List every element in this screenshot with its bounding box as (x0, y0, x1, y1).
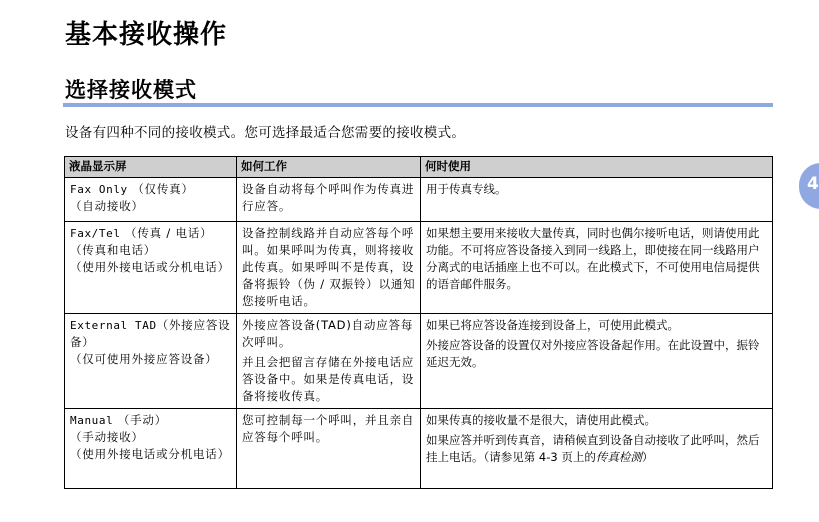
how-cell (237, 314, 421, 409)
when-text-main: 如果应答并听到传真音，请稍候直到设备自动接收了此呼叫，然后挂上电话。（请参见第 4-3 页上的 (426, 433, 760, 464)
receive-mode-table (64, 156, 773, 489)
mode-note: （仅可使用外接应答设备） (70, 352, 218, 366)
table-row (65, 178, 773, 222)
mode-cell (65, 314, 237, 409)
section-title: 选择接收模式 (65, 78, 197, 102)
when-text: 用于传真专线。 (426, 182, 507, 196)
page-title: 基本接收操作 (65, 20, 228, 50)
mode-note: （手动接收） (70, 430, 144, 444)
mode-note: （自动接收） (70, 199, 144, 213)
how-text: 您可控制每一个呼叫，并且亲自应答每个呼叫。 (242, 413, 415, 444)
when-text-tail: ） (641, 450, 654, 464)
when-cell (421, 314, 773, 409)
mode-cell (65, 178, 237, 222)
section-rule (63, 103, 773, 107)
header-how: 如何工作 (237, 157, 421, 178)
chapter-tab (799, 163, 819, 209)
mode-name: （外接应答设备） (70, 318, 231, 349)
header-when: 何时使用 (421, 157, 773, 178)
mode-cell (65, 222, 237, 314)
when-text: 如果传真的接收量不是很大，请使用此模式。 (426, 413, 656, 427)
mode-code: Fax Only (70, 183, 128, 196)
header-lcd: 液晶显示屏 (65, 157, 237, 178)
mode-note: （使用外接电话或分机电话） (70, 260, 230, 274)
mode-name: （仅传真） (132, 182, 194, 196)
table-row (65, 222, 773, 314)
how-text: 外接应答设备(TAD)自动应答每次呼叫。 (242, 318, 414, 349)
when-cell (421, 222, 773, 314)
mode-code: External TAD (70, 319, 157, 332)
table-row (65, 314, 773, 409)
mode-code: Fax/Tel (70, 227, 121, 240)
how-cell (237, 222, 421, 314)
how-text: 设备自动将每个呼叫作为传真进行应答。 (242, 182, 415, 213)
how-text: 并且会把留言存储在外接电话应答设备中。如果是传真电话，设备将接收传真。 (242, 355, 415, 403)
when-text (426, 432, 768, 466)
mode-cell (65, 409, 237, 489)
mode-note: （使用外接电话或分机电话） (70, 447, 230, 461)
mode-note: （传真和电话） (70, 243, 157, 257)
when-text: 外接应答设备的设置仅对外接应答设备起作用。在此设置中，振铃延迟无效。 (426, 338, 760, 369)
table-header-row (65, 157, 773, 178)
table-row (65, 409, 773, 489)
mode-name: （传真 / 电话） (125, 226, 213, 240)
when-text: 如果想主要用来接收大量传真，同时也偶尔接听电话，则请使用此功能。不可将应答设备接入到同一线路上，即使接在同一线路用户分离式的电话插座上也不可以。在此模式下，不可使用电信局提供的语音邮件服务。 (426, 226, 760, 291)
when-cell (421, 178, 773, 222)
how-cell (237, 178, 421, 222)
intro-text: 设备有四种不同的接收模式。您可选择最适合您需要的接收模式。 (65, 125, 466, 141)
mode-code: Manual (70, 414, 114, 427)
chapter-number: 4 (807, 174, 819, 194)
how-text: 设备控制线路并自动应答每个呼叫。如果呼叫为传真，则将接收此传真。如果呼叫不是传真，设备将振铃（伪 / 双振铃）以通知您接听电话。 (242, 226, 416, 308)
when-cell (421, 409, 773, 489)
when-text: 如果已将应答设备连接到设备上，可使用此模式。 (426, 318, 679, 332)
fax-detect-link[interactable]: 传真检测 (595, 450, 642, 464)
how-cell (237, 409, 421, 489)
mode-name: （手动） (117, 413, 168, 427)
